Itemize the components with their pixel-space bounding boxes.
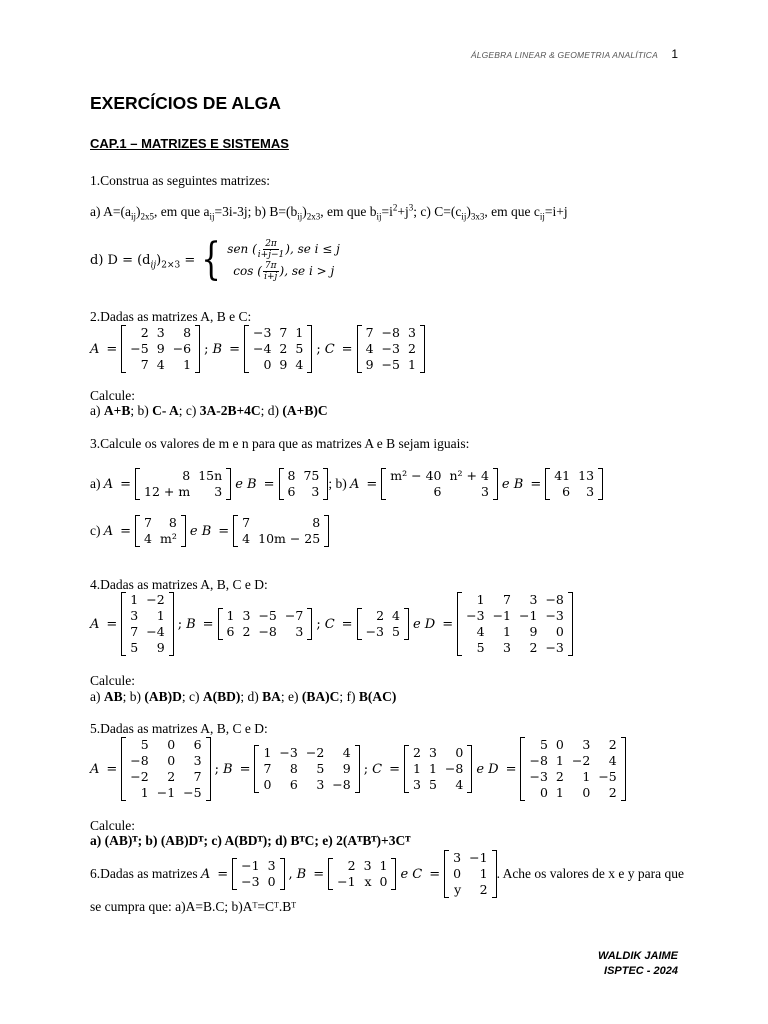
matrix-cell: 4 [608, 753, 617, 768]
matrix-cell: 9 [279, 357, 288, 372]
matrix-cell: −4 [252, 341, 272, 356]
matrix-cell: 5 [295, 341, 304, 356]
matrix-cell: 1 [379, 858, 388, 873]
matrix-cell: 4 [476, 624, 485, 639]
matrix-cell: −3 [365, 624, 385, 639]
matrix-A [121, 325, 200, 373]
matrix-3b-A [381, 468, 498, 500]
matrix-cell: 6 [287, 484, 296, 499]
ex4-statement: 4.Dadas as matrizes A, B, C e D: [90, 577, 268, 592]
matrix-cell: 7 [130, 624, 139, 639]
matrix-cell: −3 [529, 769, 548, 784]
matrix-cell: 0 [455, 745, 464, 760]
matrix-cell: −1 [337, 874, 356, 889]
matrix-cell: 2 [529, 640, 538, 655]
matrix-cell: 9 [156, 341, 165, 356]
matrix-cell: 10m − 25 [258, 531, 321, 546]
matrix-cell: −3 [279, 745, 298, 760]
matrix-cell: 7 [193, 769, 202, 784]
matrix-cell: −8 [545, 592, 564, 607]
matrix-cell: 1 [428, 761, 437, 776]
matrix-cell: −3 [545, 640, 564, 655]
matrix-cell: 7 [279, 325, 288, 340]
matrix-cell: 1 [130, 592, 139, 607]
footer-institution: ISPTEC - 2024 [604, 965, 678, 977]
matrix-cell: 2 [479, 882, 488, 897]
matrix-cell: 3 [586, 484, 595, 499]
matrix-cell: −8 [130, 753, 149, 768]
matrix-cell: 1 [555, 753, 564, 768]
matrix-cell: 3 [529, 592, 538, 607]
matrix-cell: 8 [168, 515, 177, 530]
footer-author: WALDIK JAIME [597, 950, 678, 962]
matrix-cell: 2 [608, 785, 617, 800]
matrix-cell: 3 [156, 325, 165, 340]
matrix-cell: x [364, 874, 372, 889]
matrix-cell: 2 [412, 745, 421, 760]
matrix-cell: −4 [146, 624, 165, 639]
matrix-cell: 3 [130, 608, 139, 623]
matrix-cell: 3 [193, 753, 202, 768]
matrix-B [254, 745, 359, 793]
matrix-cell: 8 [182, 468, 191, 483]
ex2-matrices: A = 2 3 8 −5 9 −6 7 4 1 ; B = −3 7 1 −4 2 5 0 9 4 ; C = 7 −8 3 4 −3 2 9 −5 1 [90, 325, 425, 373]
matrix-C [357, 325, 425, 373]
matrix-cell: 2 [347, 858, 356, 873]
matrix-cell: −2 [305, 745, 325, 760]
matrix-cell: −1 [241, 858, 260, 873]
matrix-cell: 0 [555, 737, 564, 752]
ex5-matrices: A = 5 0 6 −8 0 3 −2 2 7 1 −1 −5 ; B = 1 −3 −2 4 7 8 5 9 0 6 3 −8 ; C = 2 3 0 1 1 −8 3 5 4 e D = 5 0 3 2 −8 1 −2 4 −3 2 1 −5 0 1 0 2 [90, 737, 626, 801]
ex3-statement: 3.Calcule os valores de m e n para que as matrizes A e B sejam iguais: [90, 436, 470, 451]
ex1-item-d: d) $D = (d_{ij})_{2\times 3}$ = { sen ( $\frac{2\pi}{i+j-1}$ ) , se i ≤ j cos ( $\frac{7\pi}{i+j}$ ) , se i > j [90, 234, 340, 285]
matrix-cell: 0 [167, 753, 176, 768]
matrix-B [218, 608, 313, 640]
matrix-cell: 5 [316, 761, 325, 776]
matrix-cell: 6 [562, 484, 571, 499]
matrix-cell: 1 [479, 866, 488, 881]
matrix-cell: 1 [555, 785, 564, 800]
matrix-cell: 6 [289, 777, 298, 792]
matrix-cell: −3 [241, 874, 260, 889]
matrix-cell: −2 [130, 769, 149, 784]
matrix-3c-A [135, 515, 186, 547]
matrix-cell: 5 [476, 640, 485, 655]
matrix-cell: 7 [144, 515, 152, 530]
matrix-cell: −5 [183, 785, 202, 800]
matrix-cell: −1 [519, 608, 538, 623]
piecewise-brace: { [201, 234, 222, 285]
matrix-cell: −3 [252, 325, 272, 340]
matrix-cell: 0 [582, 785, 591, 800]
matrix-cell: 4 [242, 531, 251, 546]
matrix-cell: 2 [407, 341, 416, 356]
matrix-cell: −1 [492, 608, 511, 623]
ex2-calcule: Calcule: [90, 388, 135, 403]
matrix-cell: 3 [582, 737, 591, 752]
matrix-cell: 0 [263, 357, 272, 372]
matrix-cell: 4 [295, 357, 304, 372]
matrix-cell: 0 [379, 874, 388, 889]
matrix-cell: 1 [263, 745, 272, 760]
matrix-cell: 5 [539, 737, 548, 752]
matrix-cell: 4 [156, 357, 165, 372]
matrix-D [520, 737, 625, 801]
matrix-cell: 15n [198, 468, 223, 483]
matrix-cell: −1 [469, 850, 488, 865]
matrix-cell: 2 [279, 341, 288, 356]
matrix-cell: 0 [539, 785, 548, 800]
matrix-cell: −1 [156, 785, 176, 800]
matrix-cell: 3 [242, 608, 251, 623]
matrix-cell: −8 [444, 761, 464, 776]
matrix-C [357, 608, 409, 640]
matrix-cell: −2 [146, 592, 165, 607]
matrix-cell: 3 [480, 484, 489, 499]
matrix-cell: 3 [311, 484, 320, 499]
ex6-line2: se cumpra que: a)A=B.C; b)Aᵀ=Cᵀ.Bᵀ [90, 899, 297, 914]
matrix-3a-B [279, 468, 329, 500]
matrix-D [457, 592, 573, 656]
ex3-item-c: c) A = 7 8 4 m² e B = 7 8 4 10m − 25 [90, 515, 329, 547]
matrix-B [244, 325, 312, 373]
matrix-cell: 1 [295, 325, 304, 340]
matrix-cell: −3 [381, 341, 400, 356]
matrix-cell: 1 [476, 592, 485, 607]
document-title: EXERCÍCIOS DE ALGA [90, 93, 281, 113]
matrix-cell: 1 [412, 761, 421, 776]
ex1-items-abc: a) $A=(a_{ij})_{2x5}$, em que $a_{ij}=3i-3j$; b) $B=(b_{ij})_{2x3}$, em que $b_{ij}=i^2+j^3$; c) $C=(c_{ij})_{3x3}$, em que $c_{ij}=i+j$ [90, 202, 568, 222]
matrix-cell: −5 [381, 357, 400, 372]
matrix-cell: 4 [144, 531, 152, 546]
matrix-cell: 3 [412, 777, 421, 792]
matrix-B [328, 858, 396, 890]
matrix-cell: 3 [428, 745, 437, 760]
matrix-cell: 6 [226, 624, 235, 639]
matrix-cell: 3 [295, 624, 304, 639]
matrix-cell: −6 [172, 341, 192, 356]
matrix-3b-B [545, 468, 603, 500]
matrix-cell: 3 [267, 858, 276, 873]
running-header: ÁLGEBRA LINEAR & GEOMETRIA ANALÍTICA [470, 50, 658, 60]
matrix-cell: 3 [407, 325, 416, 340]
matrix-cell: 4 [455, 777, 464, 792]
matrix-cell: 3 [316, 777, 325, 792]
matrix-A [121, 737, 210, 801]
ex1-statement: 1.Construa as seguintes matrizes: [90, 173, 270, 188]
matrix-cell: 5 [392, 624, 400, 639]
matrix-cell: −8 [332, 777, 351, 792]
ex4-calcule: Calcule: [90, 673, 135, 688]
ex2-statement: 2.Dadas as matrizes A, B e C: [90, 309, 252, 324]
matrix-cell: 1 [407, 357, 416, 372]
matrix-3c-B [233, 515, 329, 547]
matrix-cell: 9 [529, 624, 538, 639]
matrix-cell: −2 [571, 753, 591, 768]
matrix-cell: 9 [156, 640, 165, 655]
matrix-cell: 2 [242, 624, 251, 639]
matrix-cell: 7 [365, 325, 374, 340]
matrix-cell: −5 [598, 769, 617, 784]
matrix-cell: 0 [453, 866, 462, 881]
matrix-cell: 13 [578, 468, 595, 483]
matrix-cell: 5 [428, 777, 437, 792]
matrix-cell: 4 [365, 341, 374, 356]
ex2-items: a) A+B; b) C- A; c) 3A-2B+4C; d) (A+B)C [90, 403, 328, 418]
matrix-cell: 0 [555, 624, 564, 639]
matrix-cell: −3 [545, 608, 564, 623]
chapter-heading: CAP.1 – MATRIZES E SISTEMAS [90, 136, 289, 151]
matrix-cell: 41 [554, 468, 571, 483]
matrix-cell: m² [160, 531, 177, 546]
matrix-cell: y [454, 882, 462, 897]
matrix-cell: 3 [453, 850, 462, 865]
ex4-items: a) AB; b) (AB)D; c) A(BD); d) BA; e) (BA)C; f) B(AC) [90, 689, 397, 704]
ex5-items: a) (AB)ᵀ; b) (AB)Dᵀ; c) A(BDᵀ); d) BᵀC; e) 2(AᵀBᵀ)+3Cᵀ [90, 833, 411, 848]
matrix-cell: 3 [214, 484, 223, 499]
ex3-item-ab: a) A = 8 15n 12 + m 3 e B = 8 75 6 3 ; b) A = m² − 40 n² + 4 6 3 e B = 41 13 6 3 [90, 468, 603, 500]
matrix-cell: 2 [140, 325, 149, 340]
matrix-cell: −7 [284, 608, 304, 623]
matrix-cell: 8 [289, 761, 298, 776]
page-number: 1 [671, 47, 678, 61]
matrix-cell: 1 [226, 608, 235, 623]
matrix-cell: 12 + m [144, 484, 191, 499]
matrix-cell: −8 [381, 325, 400, 340]
ex4-matrices: A = 1 −2 3 1 7 −4 5 9 ; B = 1 3 −5 −7 6 2 −8 3 ; C = 2 4 −3 5 e D = 1 7 3 −8 −3 −1 −1 −3 4 1 9 0 5 3 2 −3 [90, 592, 573, 656]
matrix-cell: 6 [433, 484, 442, 499]
matrix-cell: 2 [376, 608, 385, 623]
matrix-cell: 1 [140, 785, 149, 800]
matrix-cell: 4 [392, 608, 400, 623]
matrix-cell: 3 [363, 858, 372, 873]
matrix-cell: 5 [140, 737, 149, 752]
matrix-cell: 7 [503, 592, 511, 607]
matrix-cell: −3 [466, 608, 485, 623]
ex5-statement: 5.Dadas as matrizes A, B, C e D: [90, 721, 268, 736]
matrix-cell: −8 [529, 753, 548, 768]
matrix-cell: 1 [503, 624, 511, 639]
matrix-cell: 2 [167, 769, 176, 784]
matrix-cell: −8 [258, 624, 277, 639]
matrix-cell: 3 [503, 640, 511, 655]
matrix-cell: 7 [140, 357, 149, 372]
matrix-A [232, 858, 284, 890]
matrix-cell: 75 [303, 468, 320, 483]
matrix-A [121, 592, 173, 656]
matrix-cell: 0 [267, 874, 276, 889]
ex6-statement-row: 6.Dadas as matrizes A = −1 3 −3 0 , B = 2 3 1 −1 x 0 e C = 3 −1 0 1 y 2 . Ache os valores de x e y para que [90, 850, 684, 897]
matrix-cell: 1 [156, 608, 165, 623]
matrix-cell: m² − 40 [390, 468, 442, 483]
matrix-cell: 5 [130, 640, 139, 655]
matrix-cell: 4 [342, 745, 351, 760]
matrix-cell: −5 [130, 341, 149, 356]
matrix-cell: 7 [242, 515, 251, 530]
matrix-cell: n² + 4 [449, 468, 489, 483]
matrix-cell: 1 [582, 769, 591, 784]
matrix-cell: 2 [555, 769, 564, 784]
matrix-cell: 0 [167, 737, 176, 752]
matrix-cell: −5 [258, 608, 277, 623]
matrix-cell: 0 [263, 777, 272, 792]
matrix-cell: 2 [608, 737, 617, 752]
matrix-3a-A [135, 468, 231, 500]
matrix-cell: 8 [183, 325, 192, 340]
matrix-cell: 8 [287, 468, 296, 483]
matrix-C [404, 745, 472, 793]
matrix-cell: 9 [365, 357, 374, 372]
matrix-cell: 9 [342, 761, 351, 776]
ex5-calcule: Calcule: [90, 818, 135, 833]
matrix-cell: 6 [193, 737, 202, 752]
matrix-cell: 1 [183, 357, 192, 372]
matrix-cell: 8 [312, 515, 321, 530]
matrix-cell: 7 [263, 761, 272, 776]
matrix-C [444, 850, 496, 898]
